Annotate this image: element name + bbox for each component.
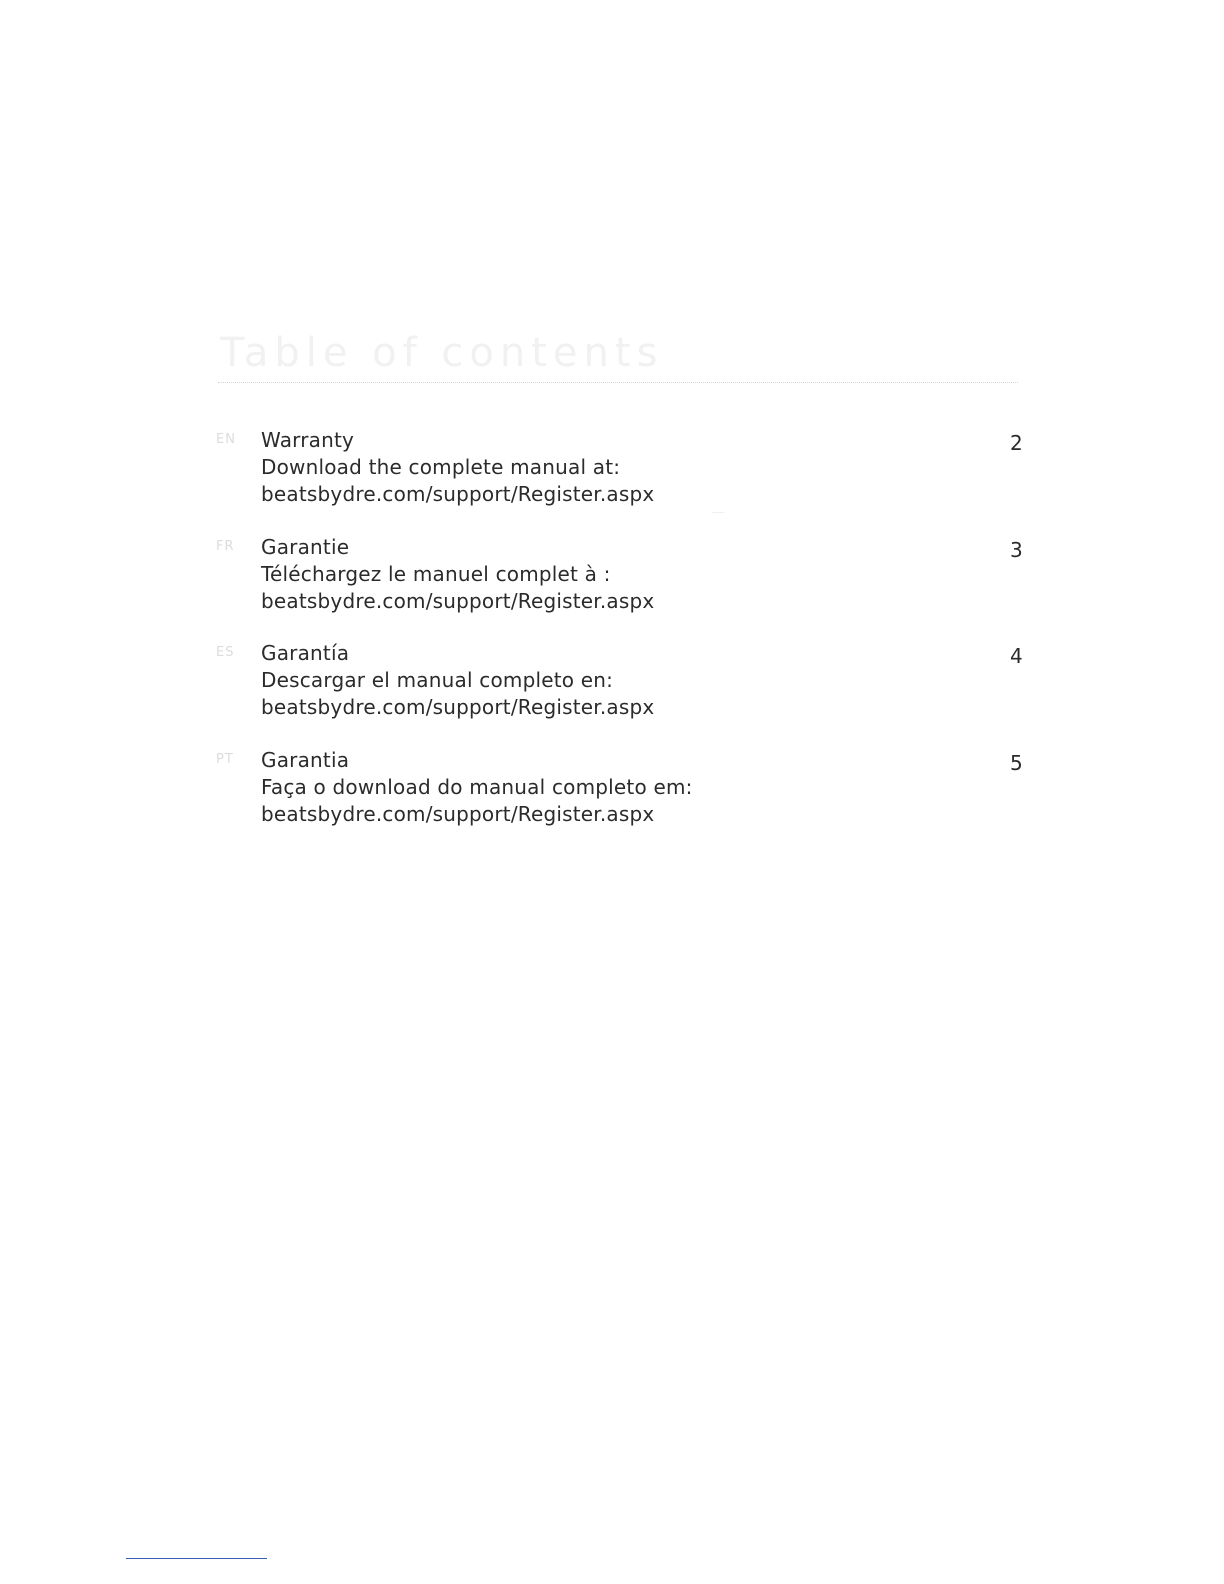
entry-url: beatsbydre.com/support/Register.aspx — [261, 802, 655, 826]
language-code: EN — [216, 432, 236, 447]
entry-title: Garantia — [261, 748, 350, 772]
toc-entry-es — [0, 641, 1224, 741]
toc-entry-en — [0, 428, 1224, 528]
toc-heading: Table of contents — [220, 330, 664, 376]
entry-download-text: Téléchargez le manuel complet à : — [261, 562, 611, 586]
entry-page-number: 5 — [1010, 751, 1023, 775]
scan-artifact — [712, 512, 724, 513]
entry-download-text: Descargar el manual completo en: — [261, 668, 614, 692]
language-code: PT — [216, 752, 234, 767]
entry-url: beatsbydre.com/support/Register.aspx — [261, 482, 655, 506]
footnote-divider — [126, 1558, 267, 1559]
toc-entry-pt — [0, 748, 1224, 848]
language-code: ES — [216, 645, 235, 660]
entry-url: beatsbydre.com/support/Register.aspx — [261, 695, 655, 719]
entry-download-text: Download the complete manual at: — [261, 455, 621, 479]
entry-download-text: Faça o download do manual completo em: — [261, 775, 693, 799]
language-code: FR — [216, 539, 235, 554]
heading-divider — [218, 382, 1018, 383]
entry-title: Garantía — [261, 641, 350, 665]
entry-page-number: 4 — [1010, 644, 1023, 668]
entry-title: Warranty — [261, 428, 355, 452]
entry-title: Garantie — [261, 535, 350, 559]
toc-entry-fr — [0, 535, 1224, 635]
entry-url: beatsbydre.com/support/Register.aspx — [261, 589, 655, 613]
entry-page-number: 2 — [1010, 431, 1023, 455]
entry-page-number: 3 — [1010, 538, 1023, 562]
